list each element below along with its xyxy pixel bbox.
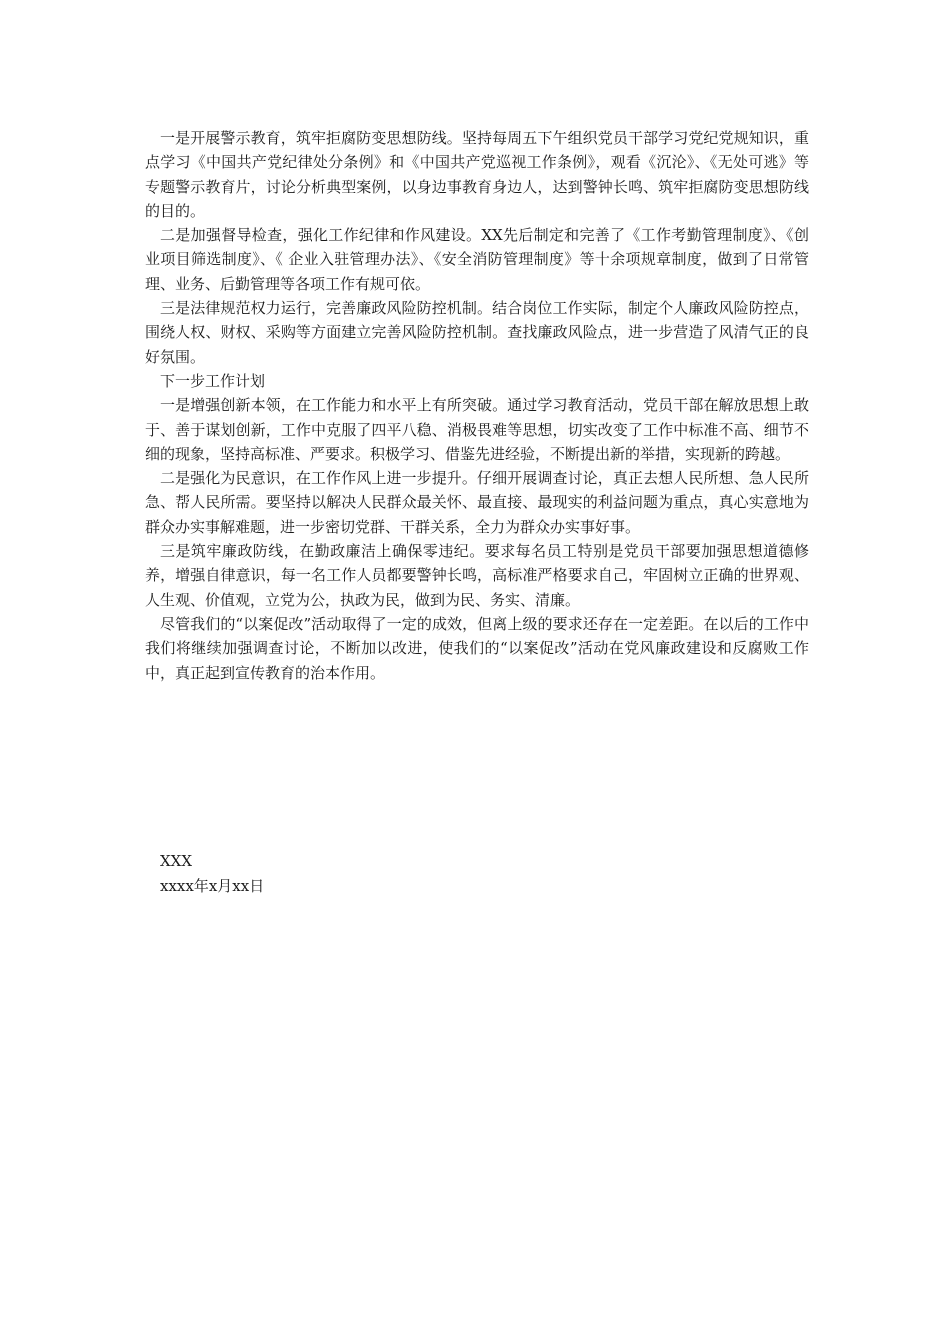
paragraph-conclusion: 尽管我们的“以案促改”活动取得了一定的成效，但离上级的要求还存在一定差距。在以后的工作中我们将继续加强调查讨论，不断加以改进，使我们的“以案促改”活动在党风廉政建设和反腐败工作中，真正起到宣传教育的治本作用。 <box>145 614 809 682</box>
signature-date: xxxx年x月xx日 <box>160 876 265 895</box>
paragraph-integrity: 三是筑牢廉政防线，在勤政廉洁上确保零违纪。要求每名员工特别是党员干部要加强思想道德修养，增强自律意识，每一名工作人员都要警钟长鸣，高标准严格要求自己，牢固树立正确的世界观、人生观、价值观，立党为公，执政为民，做到为民、务实、清廉。 <box>145 542 809 609</box>
document-body <box>145 126 809 685</box>
signature-block <box>160 849 264 898</box>
paragraph-supervision-inspection: 二是加强督导检查，强化工作纪律和作风建设。XX先后制定和完善了《工作考勤管理制度》、《创业项目筛选制度》、《 企业入驻管理办法》、《安全消防管理制度》等十余项规章制度，做到了日常管理、业务、后勤管理等各项工作有规可依。 <box>145 226 809 293</box>
paragraph-warning-education: 一是开展警示教育，筑牢拒腐防变思想防线。坚持每周五下午组织党员干部学习党纪党规知识，重点学习《中国共产党纪律处分条例》和《中国共产党巡视工作条例》，观看《沉沦》、《无处可逃》等专题警示教育片，讨论分析典型案例，以身边事教育身边人，达到警钟长鸣、筑牢拒腐防变思想防线的目的。 <box>145 129 809 220</box>
signature-name: XXX <box>160 852 193 870</box>
section-heading-next-plan: 下一步工作计划 <box>160 371 266 390</box>
paragraph-risk-control: 三是法律规范权力运行，完善廉政风险防控机制。结合岗位工作实际，制定个人廉政风险防控点，围绕人权、财权、采购等方面建立完善风险防控机制。查找廉政风险点，进一步营造了风清气正的良好氛围。 <box>145 299 809 366</box>
paragraph-people-awareness: 二是强化为民意识，在工作作风上进一步提升。仔细开展调查讨论，真正去想人民所想、急人民所急、帮人民所需。要坚持以解决人民群众最关怀、最直接、最现实的利益问题为重点，真心实意地为群众办实事解难题，进一步密切党群、干群关系，全力为群众办实事好事。 <box>145 469 809 536</box>
paragraph-innovation: 一是增强创新本领，在工作能力和水平上有所突破。通过学习教育活动，党员干部在解放思想上敢于、善于谋划创新，工作中克服了四平八稳、消极畏难等思想，切实改变了工作中标准不高、细节不细的现象，坚持高标准、严要求。积极学习、借鉴先进经验，不断提出新的举措，实现新的跨越。 <box>145 396 809 463</box>
